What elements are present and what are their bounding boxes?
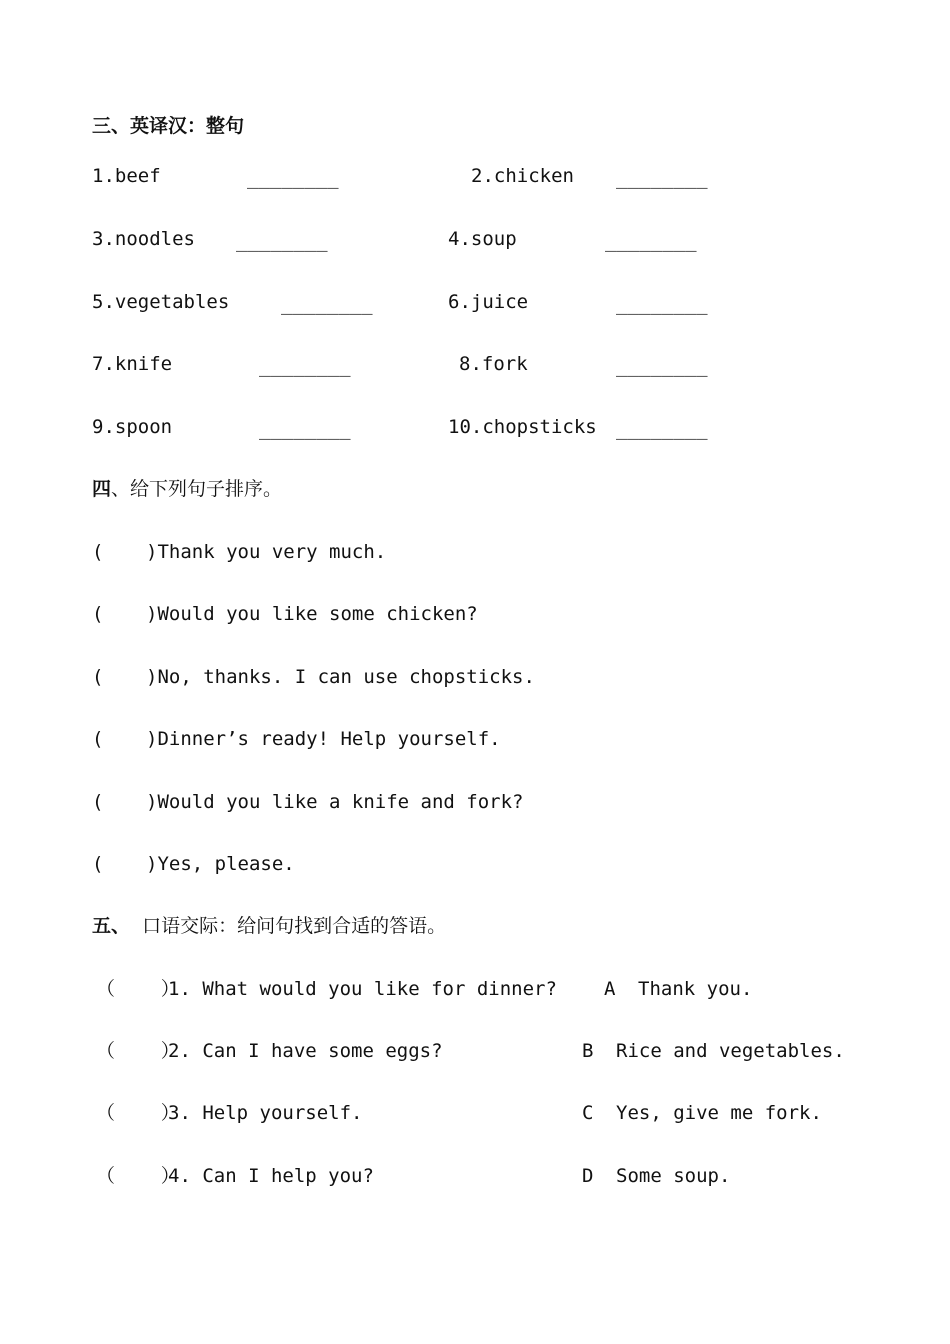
answer-blank-9[interactable]: ________ bbox=[259, 418, 351, 440]
order-sentence-6: )Yes, please. bbox=[146, 853, 295, 875]
vocab-item-5: 5.vegetables bbox=[92, 291, 230, 313]
order-sentence-4: )Dinner’s ready! Help yourself. bbox=[146, 728, 501, 750]
order-paren-3[interactable]: ( bbox=[92, 666, 104, 688]
order-sentence-5: )Would you like a knife and fork? bbox=[146, 791, 524, 813]
vocab-item-10: 10.chopsticks bbox=[448, 416, 597, 438]
order-paren-6[interactable]: ( bbox=[92, 853, 104, 875]
answer-blank-6[interactable]: ________ bbox=[616, 293, 708, 315]
order-sentence-1: )Thank you very much. bbox=[146, 541, 387, 563]
vocab-item-7: 7.knife bbox=[92, 353, 173, 375]
vocab-item-6: 6.juice bbox=[448, 291, 529, 313]
vocab-item-4: 4.soup bbox=[448, 228, 517, 250]
answer-letter-b: B bbox=[582, 1040, 594, 1062]
section4-title: 四、给下列句子排序。 bbox=[92, 478, 283, 500]
order-paren-2[interactable]: ( bbox=[92, 603, 104, 625]
answer-blank-10[interactable]: ________ bbox=[616, 418, 708, 440]
answer-blank-8[interactable]: ________ bbox=[616, 355, 708, 377]
answer-blank-1[interactable]: ________ bbox=[247, 167, 339, 189]
vocab-item-3: 3.noodles bbox=[92, 228, 195, 250]
question-1: 1. What would you like for dinner? bbox=[168, 978, 557, 1000]
order-paren-5[interactable]: ( bbox=[92, 791, 104, 813]
match-paren-2[interactable]: （ ） bbox=[96, 1040, 180, 1062]
answer-blank-2[interactable]: ________ bbox=[616, 167, 708, 189]
order-sentence-2: )Would you like some chicken? bbox=[146, 603, 478, 625]
match-paren-4[interactable]: （ ） bbox=[96, 1165, 180, 1187]
answer-d: Some soup. bbox=[616, 1165, 731, 1187]
question-3: 3. Help yourself. bbox=[168, 1102, 363, 1124]
order-paren-1[interactable]: ( bbox=[92, 541, 104, 563]
answer-blank-7[interactable]: ________ bbox=[259, 355, 351, 377]
answer-blank-4[interactable]: ________ bbox=[605, 230, 697, 252]
order-paren-4[interactable]: ( bbox=[92, 728, 104, 750]
vocab-item-9: 9.spoon bbox=[92, 416, 173, 438]
answer-letter-c: C bbox=[582, 1102, 594, 1124]
section5-title: 五、 口语交际：给问句找到合适的答语。 bbox=[92, 915, 447, 937]
answer-c: Yes, give me fork. bbox=[616, 1102, 822, 1124]
match-paren-3[interactable]: （ ） bbox=[96, 1102, 180, 1124]
answer-letter-a: A bbox=[604, 978, 616, 1000]
question-4: 4. Can I help you? bbox=[168, 1165, 374, 1187]
vocab-item-1: 1.beef bbox=[92, 165, 161, 187]
answer-b: Rice and vegetables. bbox=[616, 1040, 845, 1062]
answer-blank-5[interactable]: ________ bbox=[281, 293, 373, 315]
answer-blank-3[interactable]: ________ bbox=[236, 230, 328, 252]
section3-title: 三、英译汉：整句 bbox=[92, 115, 245, 137]
vocab-item-2: 2.chicken bbox=[471, 165, 574, 187]
question-2: 2. Can I have some eggs? bbox=[168, 1040, 443, 1062]
answer-a: Thank you. bbox=[638, 978, 753, 1000]
order-sentence-3: )No, thanks. I can use chopsticks. bbox=[146, 666, 535, 688]
answer-letter-d: D bbox=[582, 1165, 594, 1187]
match-paren-1[interactable]: （ ） bbox=[96, 978, 180, 1000]
vocab-item-8: 8.fork bbox=[459, 353, 528, 375]
